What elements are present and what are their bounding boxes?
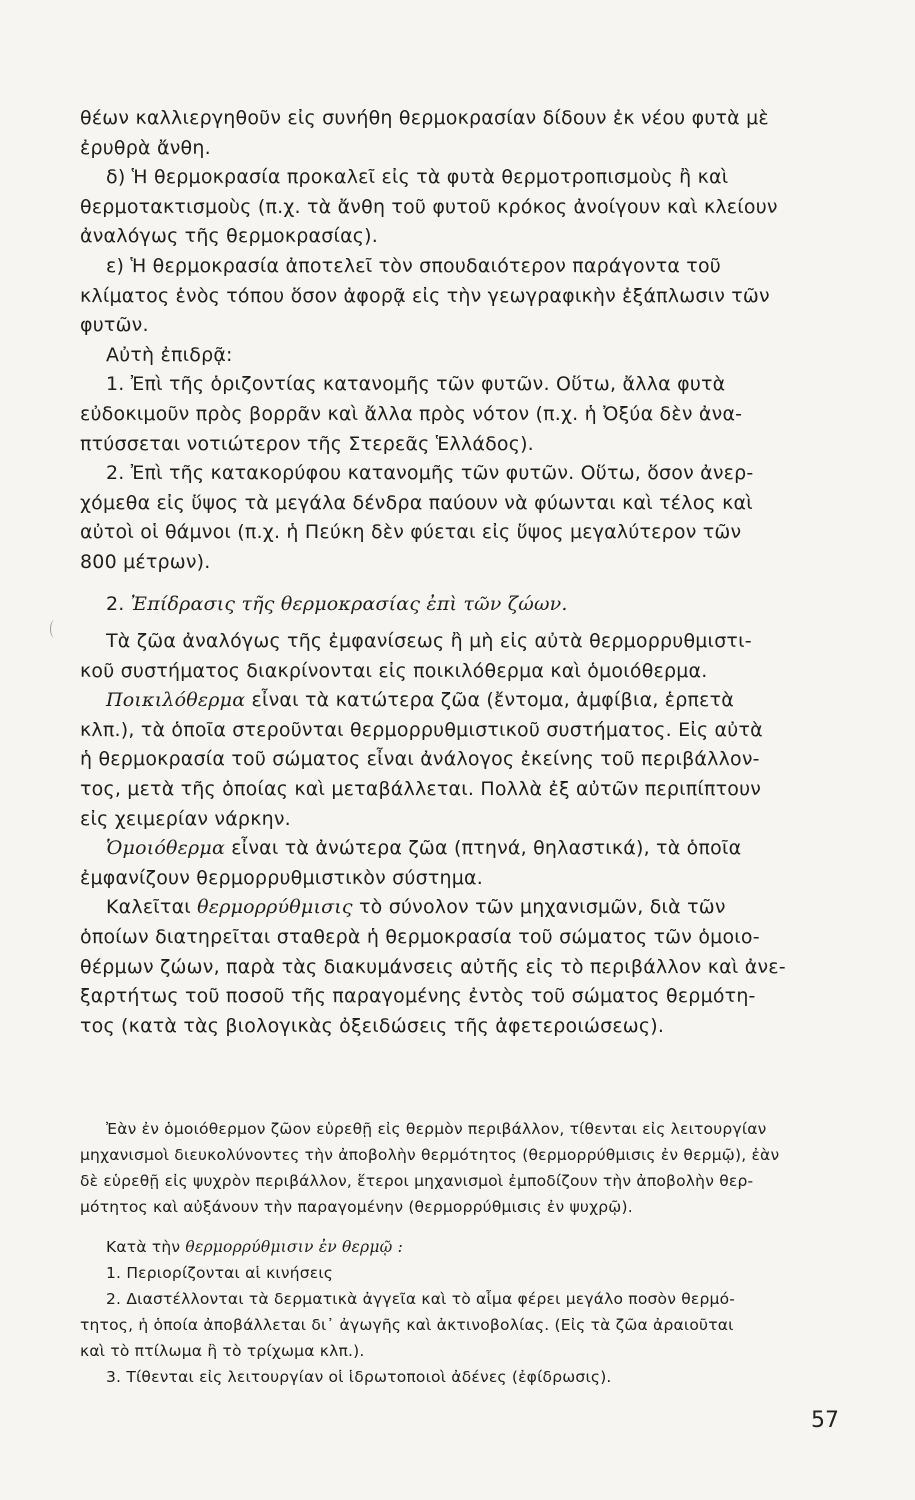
text-line xyxy=(80,686,840,716)
text-line xyxy=(80,834,840,864)
small-text-line: δὲ εὑρεθῇ εἰς ψυχρὸν περιβάλλον, ἕτεροι μηχανισμοὶ ἐμποδίζουν τὴν ἀποβολὴν θερ- xyxy=(80,1172,754,1190)
text-line: τος (κατὰ τὰς βιολογικὰς ὀξειδώσεις τῆς ἀφετεροιώσεως). xyxy=(80,1014,665,1037)
text-line: κλίματος ἑνὸς τόπου ὅσον ἀφορᾷ εἰς τὴν γεωγραφικὴν ἐξάπλωσιν τῶν xyxy=(80,284,770,307)
spacer xyxy=(80,619,840,627)
text-line: εἰς χειμερίαν νάρκην. xyxy=(80,807,291,830)
main-text xyxy=(80,104,840,1041)
text-line: κλπ.), τὰ ὁποῖα στεροῦνται θερμορρυθμιστικοῦ συστήματος. Εἰς αὐτὰ xyxy=(80,718,763,741)
text-fragment: Καλεῖται xyxy=(106,896,191,919)
spacer xyxy=(80,1220,840,1234)
text-line: ξαρτήτως τοῦ ποσοῦ τῆς παραγομένης ἐντὸς τοῦ σώματος θερμότη- xyxy=(80,985,756,1008)
text-line: θέρμων ζώων, παρὰ τὰς διακυμάνσεις αὐτῆς εἰς τὸ περιβάλλον καὶ ἀνε- xyxy=(80,955,786,978)
text-line: δ) Ἡ θερμοκρασία προκαλεῖ εἰς τὰ φυτὰ θερμοτροπισμοὺς ἢ καὶ xyxy=(106,166,729,189)
text-line: τος, μετὰ τῆς ὁποίας καὶ μεταβάλλεται. Πολλὰ ἐξ αὐτῶν περιπίπτουν xyxy=(80,778,762,801)
text-line: αὐτοὶ οἱ θάμνοι (π.χ. ἡ Πεύκη δὲν φύεται εἰς ὕψος μεγαλύτερον τῶν xyxy=(80,521,742,544)
text-line: ἐμφανίζουν θερμορρυθμιστικὸν σύστημα. xyxy=(80,866,483,889)
text-line: φυτῶν. xyxy=(80,314,149,337)
text-line: 1. Ἐπὶ τῆς ὁριζοντίας κατανομῆς τῶν φυτῶν. Οὕτω, ἄλλα φυτὰ xyxy=(106,373,726,396)
text-line: 2. Ἐπὶ τῆς κατακορύφου κατανομῆς τῶν φυτῶν. Οὕτω, ὅσον ἀνερ- xyxy=(106,462,754,485)
text-line: ἡ θερμοκρασία τοῦ σώματος εἶναι ἀνάλογος ἐκείνης τοῦ περιβάλλον- xyxy=(80,748,760,771)
text-line: θερμοτακτισμοὺς (π.χ. τὰ ἄνθη τοῦ φυτοῦ κρόκος ἀνοίγουν καὶ κλείουν xyxy=(80,195,778,218)
small-text-line: καὶ τὸ πτίλωμα ἢ τὸ τρίχωμα κλπ.). xyxy=(80,1342,365,1360)
term-thermorrythmisis: θερμορρύθμισις xyxy=(197,896,353,919)
small-text-line: μότητος καὶ αὐξάνουν τὴν παραγομένην (θερμορρύθμισις ἐν ψυχρῷ). xyxy=(80,1198,633,1216)
section-heading-title: Ἐπίδρασις τῆς θερμοκρασίας ἐπὶ τῶν ζώων. xyxy=(130,592,568,615)
text-line xyxy=(80,893,840,923)
text-line: Αὐτὴ ἐπιδρᾷ: xyxy=(106,343,233,366)
text-line: ε) Ἡ θερμοκρασία ἀποτελεῖ τὸν σπουδαιότερον παράγοντα τοῦ xyxy=(106,254,721,277)
text-line: πτύσσεται νοτιώτερον τῆς Στερεᾶς Ἑλλάδος). xyxy=(80,432,534,455)
small-print-block xyxy=(80,1116,840,1390)
page-number: 57 xyxy=(811,1408,839,1433)
small-text-line: Ἐὰν ἐν ὁμοιόθερμον ζῶον εὑρεθῇ εἰς θερμὸν περιβάλλον, τίθενται εἰς λειτουργίαν xyxy=(106,1120,767,1138)
term-thermorrythmisin-thermo: θερμορρύθμισιν ἐν θερμῷ : xyxy=(185,1238,404,1256)
small-text-line xyxy=(80,1234,840,1260)
text-line: θέων καλλιεργηθοῦν εἰς συνήθη θερμοκρασίαν δίδουν ἐκ νέου φυτὰ μὲ xyxy=(80,107,769,129)
term-omoiotherma: Ὁμοιόθερμα xyxy=(106,837,225,860)
text-fragment: εἶναι τὰ κατώτερα ζῶα (ἔντομα, ἀμφίβια, ἑρπετὰ xyxy=(251,689,734,712)
text-line: κοῦ συστήματος διακρίνονται εἰς ποικιλόθερμα καὶ ὁμοιόθερμα. xyxy=(80,659,708,682)
text-fragment: εἶναι τὰ ἀνώτερα ζῶα (πτηνά, θηλαστικά), τὰ ὁποῖα xyxy=(231,837,742,860)
text-line: ὁποίων διατηρεῖται σταθερὰ ἡ θερμοκρασία τοῦ σώματος τῶν ὁμοιο- xyxy=(80,926,760,949)
text-line: Τὰ ζῶα ἀναλόγως τῆς ἐμφανίσεως ἢ μὴ εἰς αὐτὰ θερμορρυθμιστι- xyxy=(106,630,752,653)
text-line: 800 μέτρων). xyxy=(80,550,211,573)
small-text-line: 3. Τίθενται εἰς λειτουργίαν οἱ ἱδρωτοποιοὶ ἀδένες (ἐφίδρωσις). xyxy=(106,1368,612,1386)
text-line: ἐρυθρὰ ἄνθη. xyxy=(80,136,211,159)
text-line: χόμεθα εἰς ὕψος τὰ μεγάλα δένδρα παύουν νὰ φύωνται καὶ τέλος καὶ xyxy=(80,491,753,514)
small-text-line: μηχανισμοὶ διευκολύνοντες τὴν ἀποβολὴν θερμότητος (θερμορρύθμισις ἐν θερμῷ), ἐὰν xyxy=(80,1146,780,1164)
text-fragment: Κατὰ τὴν xyxy=(106,1238,181,1256)
small-text-line: 1. Περιορίζονται αἱ κινήσεις xyxy=(106,1264,334,1282)
text-line: ἀναλόγως τῆς θερμοκρασίας). xyxy=(80,225,378,248)
margin-mark xyxy=(50,620,59,638)
section-heading xyxy=(80,590,840,620)
term-poikilotherma: Ποικιλόθερμα xyxy=(106,689,246,712)
small-text-line: τητος, ἡ ὁποία ἀποβάλλεται δι᾽ ἀγωγῆς καὶ ἀκτινοβολίας. (Εἰς τὰ ζῶα ἀραιοῦται xyxy=(80,1316,734,1334)
small-text-line: 2. Διαστέλλονται τὰ δερματικὰ ἀγγεῖα καὶ τὸ αἷμα φέρει μεγάλο ποσὸν θερμό- xyxy=(106,1290,736,1308)
spacer xyxy=(80,578,840,590)
section-heading-number: 2. xyxy=(106,592,125,615)
text-fragment: τὸ σύνολον τῶν μηχανισμῶν, διὰ τῶν xyxy=(359,896,726,919)
text-line: εὐδοκιμοῦν πρὸς βορρᾶν καὶ ἄλλα πρὸς νότον (π.χ. ἡ Ὀξύα δὲν ἀνα- xyxy=(80,402,743,425)
